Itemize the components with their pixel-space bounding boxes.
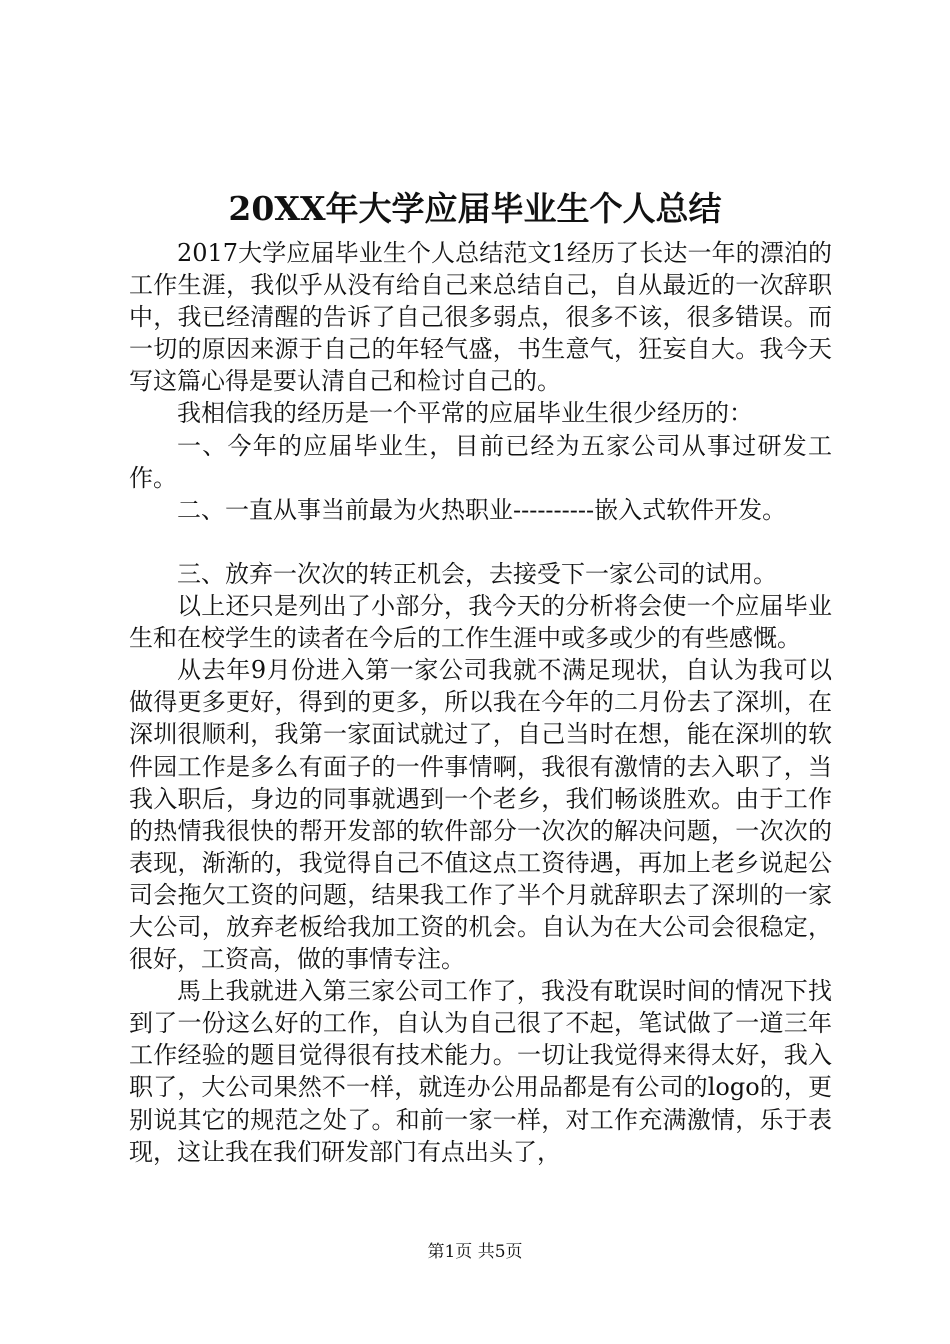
blank-line [129, 526, 832, 558]
paragraph-third-company: 馬上我就进入第三家公司工作了，我没有耽误时间的情况下找到了一份这么好的工作，自认为自己很了不起，笔试做了一道三年工作经验的题目觉得很有技术能力。一切让我觉得来得太好，我入职了，大公司果然不一样，就连办公用品都是有公司的logo的，更别说其它的规范之处了。和前一家一样，对工作充满激情，乐于表现，这让我在我们研发部门有点出头了， [129, 977, 832, 1166]
paragraph-item-one: 一、今年的应届毕业生，目前已经为五家公司从事过研发工作。 [129, 431, 832, 492]
paragraph-first-company: 从去年9月份进入第一家公司我就不满足现状，自认为我可以做得更多更好，得到的更多，所以我在今年的二月份去了深圳，在深圳很顺利，我第一家面试就过了，自己当时在想，能在深圳的软件园工作是多么有面子的一件事情啊，我很有激情的去入职了，当我入职后，身边的同事就遇到一个老乡，我们畅谈胜欢。由于工作的热情我很快的帮开发部的软件部分一次次的解决问题，一次次的表现，渐渐的，我觉得自己不值这点工资待遇，再加上老乡说起公司会拖欠工资的问题，结果我工作了半个月就辞职去了深圳的一家大公司，放弃老板给我加工资的机会。自认为在大公司会很稳定，很好，工资高，做的事情专注。 [129, 656, 832, 974]
paragraph-item-two: 二、一直从事当前最为火热职业----------嵌入式软件开发。 [177, 495, 787, 524]
paragraph-item-three: 三、放弃一次次的转正机会，去接受下一家公司的试用。 [177, 559, 777, 588]
page-number: 第1页 共5页 [427, 1242, 523, 1262]
document-title: 20XX年大学应届毕业生个人总结 [228, 189, 722, 228]
paragraph-intro: 2017大学应届毕业生个人总结范文1经历了长达一年的漂泊的工作生涯，我似乎从没有给自己来总结自己，自从最近的一次辞职中，我已经清醒的告诉了自己很多弱点，很多不该，很多错误。而一切的原因来源于自己的年轻气盛，书生意气，狂妄自大。我今天写这篇心得是要认清自己和检讨自己的。 [129, 239, 832, 396]
paragraph-experience-lead: 我相信我的经历是一个平常的应届毕业生很少经历的： [177, 399, 753, 428]
document-body [129, 237, 832, 1168]
paragraph-summary: 以上还只是列出了小部分，我今天的分析将会使一个应届毕业生和在校学生的读者在今后的工作生涯中或多或少的有些感慨。 [129, 592, 832, 653]
